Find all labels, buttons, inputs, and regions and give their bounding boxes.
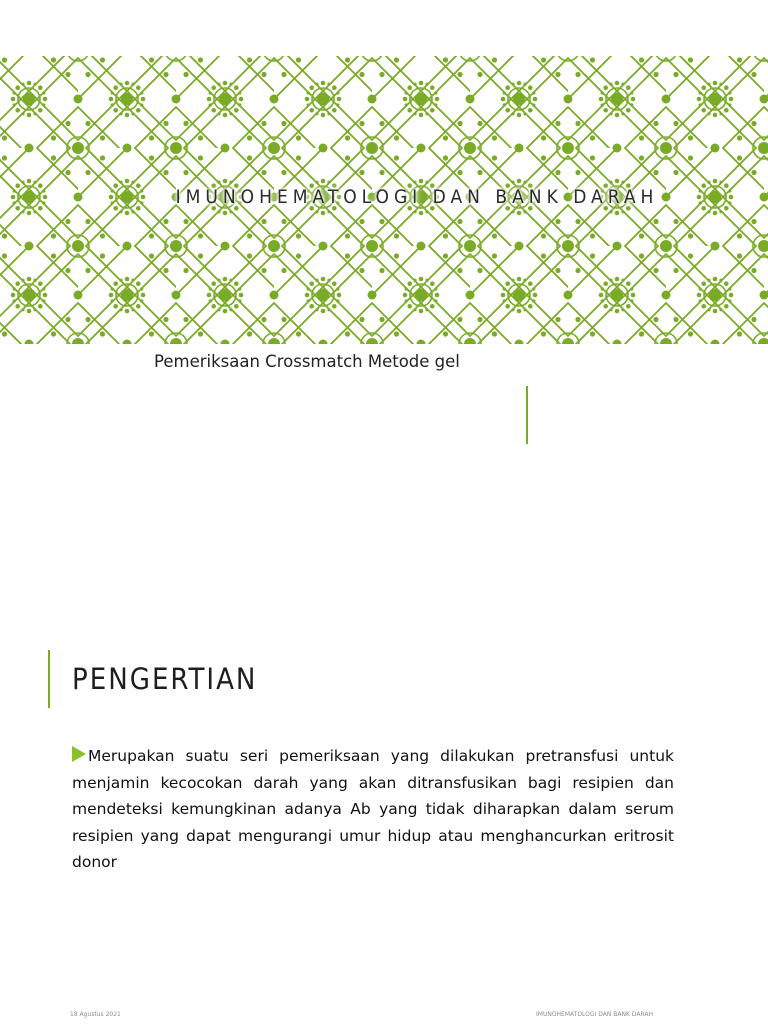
section-heading: PENGERTIAN — [72, 662, 258, 696]
accent-divider — [48, 650, 50, 708]
accent-divider — [526, 386, 528, 444]
footer-date: 18 Agustus 2021 — [70, 1011, 121, 1018]
slide-subtitle: Pemeriksaan Crossmatch Metode gel — [154, 352, 460, 371]
footer-title: IMUNOHEMATOLOGI DAN BANK DARAH — [536, 1011, 653, 1018]
slide-title: IMUNOHEMATOLOGI DAN BANK DARAH — [175, 186, 659, 208]
slide-2 — [0, 600, 768, 1024]
bullet-paragraph: Merupakan suatu seri pemeriksaan yang dilakukan pretransfusi untuk menjamin kecocokan darah yang akan ditransfusikan bagi resipien dan mendeteksi kemungkinan adanya Ab yang tidak diharapkan dalam serum resipien yang dapat mengurangi umur hidup atau menghancurkan eritrosit donor — [72, 747, 674, 871]
